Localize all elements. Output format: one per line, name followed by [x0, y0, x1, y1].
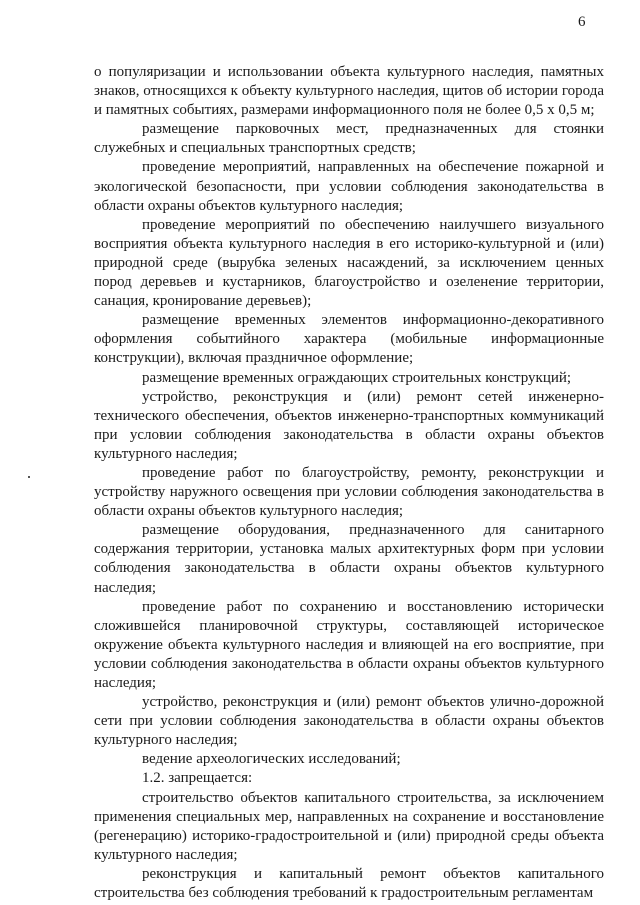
paragraph: о популяризации и использовании объекта культурного наследия, памятных знаков, относящихся к объекту культурного наследия, щитов об истории города и памятных событиях, размерами информационного поля не более 0,5 х 0,5 м; [94, 64, 604, 119]
paragraph: 1.2. запрещается: [142, 770, 253, 787]
paragraph: ведение археологических исследований; [142, 751, 401, 768]
page-number: 6 [578, 14, 586, 30]
paragraph: проведение мероприятий по обеспечению наилучшего визуального восприятия объекта культурного наследия в его историко-культурной и (или) природной среде (вырубка зеленых насаждений, за исключением ценных пород деревьев и кустарников, благоустройство и озеленение территории, санация, кронирование деревьев); [94, 216, 604, 310]
paragraph: проведение работ по благоустройству, ремонту, реконструкции и устройству наружного освещения при условии соблюдения законодательства в области охраны объектов культурного наследия; [94, 464, 604, 520]
paragraph: размещение временных элементов информационно-декоративного оформления событийного характера (мобильные информационные конструкции), включая праздничное оформление; [94, 312, 604, 367]
paragraph: размещение парковочных мест, предназначенных для стоянки служебных и специальных транспортных средств; [94, 121, 604, 157]
paragraph: устройство, реконструкция и (или) ремонт сетей инженерно-технического обеспечения, объектов инженерно-транспортных коммуникаций при условии соблюдения законодательства в области охраны объектов культурного наследия; [94, 388, 604, 462]
paragraph: устройство, реконструкция и (или) ремонт объектов улично-дорожной сети при условии соблюдения законодательства в области охраны объектов культурного наследия; [94, 694, 604, 749]
paragraph: размещение оборудования, предназначенного для санитарного содержания территории, установка малых архитектурных форм при условии соблюдения законодательства в области охраны объектов культурного наследия; [94, 522, 604, 596]
paragraph: проведение работ по сохранению и восстановлению исторически сложившейся планировочной структуры, составляющей историческое окружение объекта культурного наследия и влияющей на его восприятие, при условии соблюдения законодательства в области охраны объектов культурного наследия; [94, 598, 604, 691]
paragraph: размещение временных ограждающих строительных конструкций; [142, 369, 572, 386]
paragraph: проведение мероприятий, направленных на обеспечение пожарной и экологической безопасности, при условии соблюдения законодательства в области охраны объектов культурного наследия; [94, 159, 604, 214]
document-body [94, 63, 604, 903]
paragraph: строительство объектов капитального строительства, за исключением применения специальных мер, направленных на сохранение и восстановление (регенерацию) историко-градостроительной и (или) природной среды объекта культурного наследия; [94, 789, 604, 863]
paragraph: реконструкция и капитальный ремонт объектов капитального строительства без соблюдения требований к градостроительным регламентам [94, 865, 604, 902]
margin-mark [28, 476, 30, 478]
